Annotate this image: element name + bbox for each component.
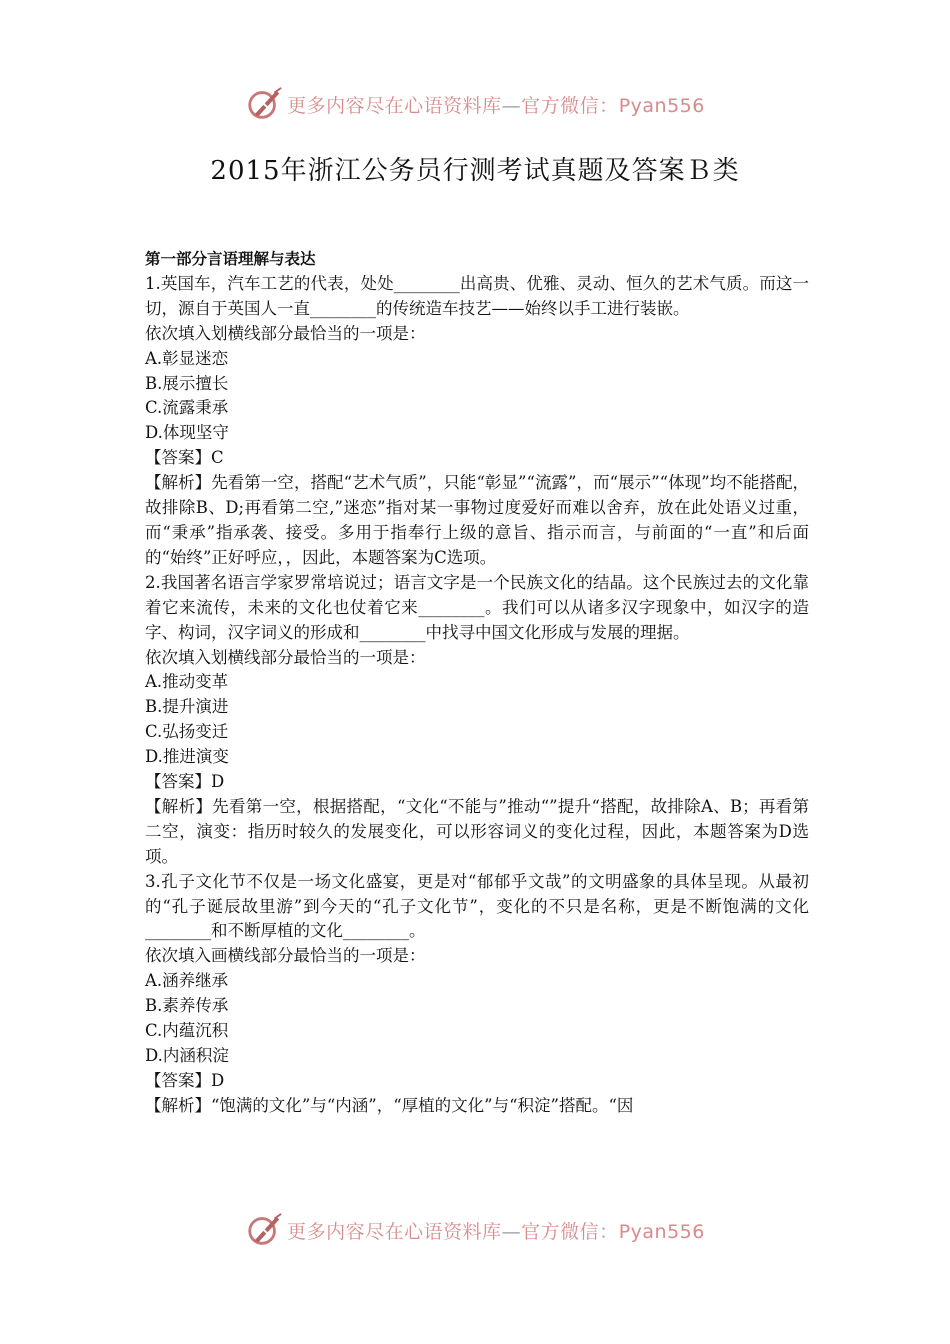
question-1-option-b: B.展示擅长 — [145, 373, 229, 393]
question-1-option-a: A.彰显迷恋 — [145, 348, 229, 368]
question-3-option-d: D.内涵积淀 — [145, 1046, 229, 1065]
footer-watermark-banner — [0, 1210, 950, 1250]
quill-logo-icon — [245, 1211, 283, 1249]
question-2-prompt: 依次填入划横线部分最恰当的一项是： — [145, 647, 426, 667]
question-3-stem: 3.孔子文化节不仅是一场文化盛宴，更是对“郁郁乎文哉”的文明盛象的具体呈现。从最初的“孔子诞辰故里游”到今天的“孔子文化节”，变化的不只是名称，更是不断饱满的文化________和不断厚植的文化________。 — [145, 871, 809, 941]
question-3-answer: 【答案】D — [145, 1070, 225, 1090]
question-1-stem: 1.英国车，汽车工艺的代表，处处________出高贵、优雅、灵动、恒久的艺术气质。而这一切，源自于英国人一直________的传统造车技艺——始终以手工进行装嵌。 — [145, 273, 809, 318]
question-1-option-c: C.流露秉承 — [145, 398, 229, 418]
document-body — [145, 247, 809, 1119]
question-3-option-c: C.内蕴沉积 — [145, 1021, 229, 1041]
question-3-option-a: A.涵养继承 — [145, 971, 229, 991]
question-2-option-d: D.推进演变 — [145, 747, 229, 767]
question-1-option-d: D.体现坚守 — [145, 423, 229, 443]
question-2-answer: 【答案】D — [145, 772, 225, 792]
question-2-option-b: B.提升演进 — [145, 697, 229, 717]
question-2-explanation: 【解析】先看第一空，根据搭配，“文化“不能与”推动“”提升“搭配，故排除A、B；再看第二空，演变：指历时较久的发展变化，可以形容词义的变化过程，因此，本题答案为D选项。 — [145, 796, 809, 866]
question-2-stem: 2.我国著名语言学家罗常培说过；语言文字是一个民族文化的结晶。这个民族过去的文化靠着它来流传，未来的文化也仗着它来________。我们可以从诸多汉字现象中，如汉字的造字、构词，汉字词义的形成和________中找寻中国文化形成与发展的理据。 — [145, 572, 809, 642]
document-title: 2015年浙江公务员行测考试真题及答案Ｂ类 — [210, 156, 740, 186]
header-watermark-banner — [0, 84, 950, 124]
question-2-option-c: C.弘扬变迁 — [145, 722, 229, 742]
quill-logo-icon — [245, 85, 283, 123]
watermark-text: 更多内容尽在心语资料库—官方微信：Pyan556 — [287, 1220, 705, 1243]
question-2-option-a: A.推动变革 — [145, 672, 229, 692]
question-3-prompt: 依次填入画横线部分最恰当的一项是： — [145, 946, 426, 966]
section-heading: 第一部分言语理解与表达 — [145, 250, 316, 268]
question-1-answer: 【答案】C — [145, 448, 224, 468]
question-3-explanation: 【解析】“饱满的文化”与“内涵”，“厚植的文化”与“积淀”搭配。“因 — [145, 1095, 634, 1115]
question-1-explanation: 【解析】先看第一空，搭配“艺术气质”，只能“彰显”“流露”，而“展示”“体现”均不能搭配，故排除B、D;再看第二空,”迷恋”指对某一事物过度爱好而难以舍弃，放在此处语义过重，而“秉承”指承袭、接受。多用于指奉行上级的意旨、指示而言，与前面的“一直”和后面的“始终”正好呼应，，因此，本题答案为C选项。 — [145, 473, 809, 567]
watermark-text: 更多内容尽在心语资料库—官方微信：Pyan556 — [287, 94, 705, 117]
question-3-option-b: B.素养传承 — [145, 996, 229, 1016]
question-1-prompt: 依次填入划横线部分最恰当的一项是： — [145, 323, 426, 343]
